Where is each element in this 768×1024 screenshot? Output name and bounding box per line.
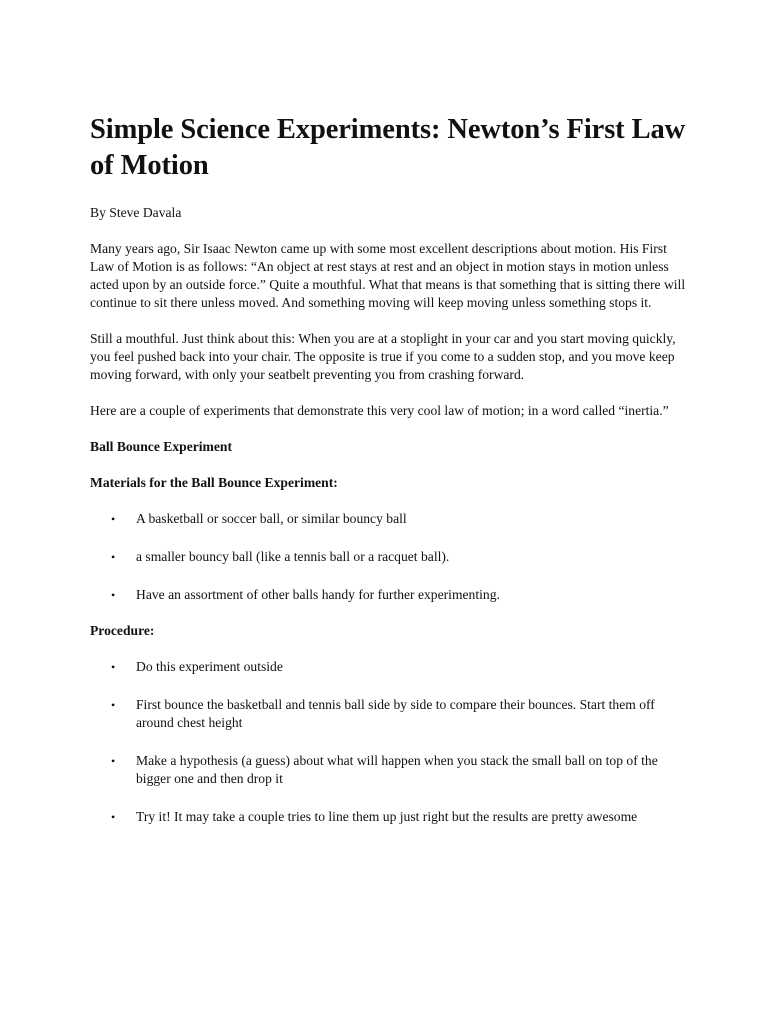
materials-item-text: Have an assortment of other balls handy for further experimenting. (136, 587, 500, 602)
procedure-list-item (90, 658, 690, 676)
materials-list-item (90, 586, 690, 604)
materials-list-item (90, 548, 690, 566)
materials-heading: Materials for the Ball Bounce Experiment: (90, 475, 338, 490)
bullet-icon: • (111, 512, 116, 526)
materials-list-item (90, 510, 690, 528)
materials-item-text: a smaller bouncy ball (like a tennis ball or a racquet ball). (136, 549, 450, 564)
document-title: Simple Science Experiments: Newton’s First Law of Motion (90, 114, 686, 181)
procedure-list (90, 658, 690, 826)
procedure-heading: Procedure: (90, 623, 155, 638)
document-page (90, 112, 690, 844)
bullet-icon: • (111, 698, 116, 712)
bullet-icon: • (111, 660, 116, 674)
materials-list (90, 510, 690, 604)
procedure-item-text: Try it! It may take a couple tries to line them up just right but the results are pretty awesome (136, 809, 638, 824)
bullet-icon: • (111, 550, 116, 564)
bullet-icon: • (111, 754, 116, 768)
procedure-list-item (90, 808, 690, 826)
intro-paragraph-1: Many years ago, Sir Isaac Newton came up with some most excellent descriptions about motion. His First Law of Motion is as follows: “An object at rest stays at rest and an object in motion stays in motion unless acted upon by an outside force.” Quite a mouthful. What that means is that something that is sitting there will continue to sit there unless moved. And something moving will keep moving unless something stops it. (90, 241, 686, 310)
materials-item-text: A basketball or soccer ball, or similar bouncy ball (136, 511, 407, 526)
intro-paragraph-3: Here are a couple of experiments that demonstrate this very cool law of motion; in a word called “inertia.” (90, 403, 669, 418)
procedure-item-text: Do this experiment outside (136, 659, 283, 674)
procedure-list-item (90, 752, 690, 788)
section-heading: Ball Bounce Experiment (90, 439, 232, 454)
procedure-item-text: Make a hypothesis (a guess) about what will happen when you stack the small ball on top of the bigger one and then drop it (136, 753, 658, 786)
intro-paragraph-2: Still a mouthful. Just think about this: When you are at a stoplight in your car and you start moving quickly, you feel pushed back into your chair. The opposite is true if you come to a sudden stop, and you move keep moving forward, with only your seatbelt preventing you from crashing forward. (90, 331, 676, 382)
procedure-list-item (90, 696, 690, 732)
author-byline: By Steve Davala (90, 205, 182, 220)
bullet-icon: • (111, 588, 116, 602)
procedure-item-text: First bounce the basketball and tennis ball side by side to compare their bounces. Start them off around chest height (136, 697, 655, 730)
bullet-icon: • (111, 810, 116, 824)
